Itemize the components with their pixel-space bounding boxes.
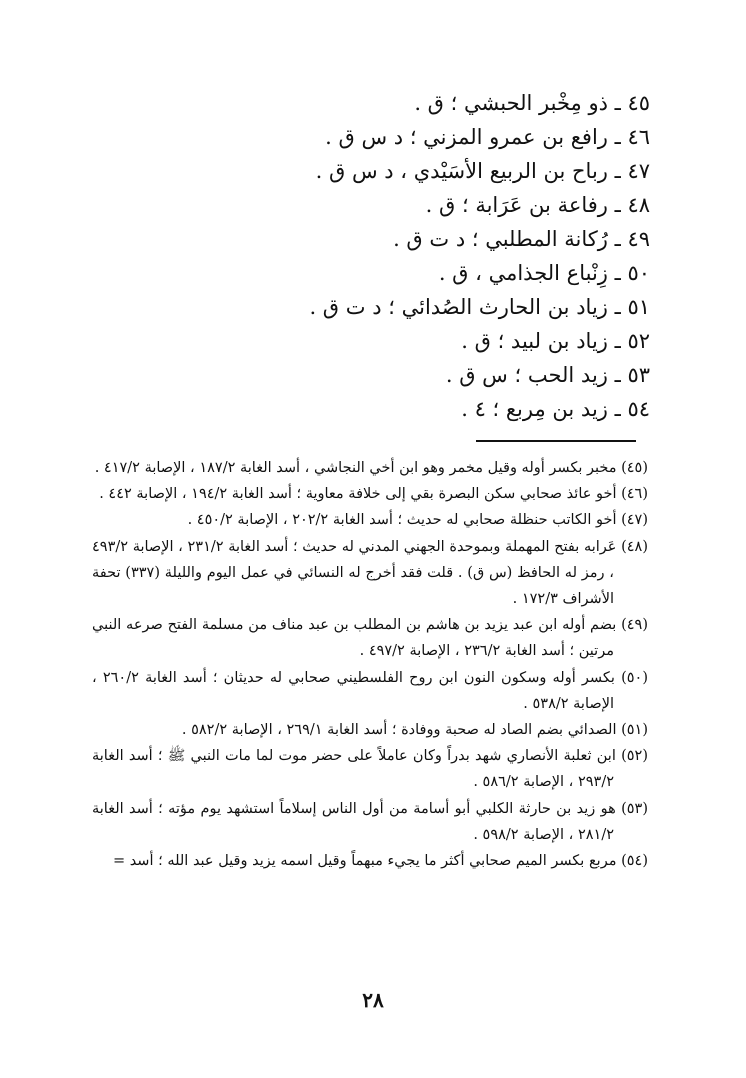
footnote: (٥٣) هو زيد بن حارثة الكلبي أبو أسامة من أول الناس إسلاماً استشهد يوم مؤته ؛ أسد الغابة ٢٨١/٢ ، الإصابة ٥٩٨/٢ . bbox=[92, 800, 648, 843]
list-item: ٤٧ ـ رباح بن الربيع الأسَيْدي ، د س ق . bbox=[315, 159, 650, 183]
footnote: (٥٤) مربع بكسر الميم صحابي أكثر ما يجيء مبهماً وقيل اسمه يزيد وقيل عبد الله ؛ أسد = bbox=[112, 853, 648, 870]
footnote: (٥٠) بكسر أوله وسكون النون ابن روح الفلسطيني صحابي له حديثان ؛ أسد الغابة ٢٦٠/٢ ، الإصابة ٥٣٨/٢ . bbox=[92, 669, 648, 712]
list-item: ٤٩ ـ رُكانة المطلبي ؛ د ت ق . bbox=[393, 227, 650, 251]
list-item: ٤٦ ـ رافع بن عمرو المزني ؛ د س ق . bbox=[325, 125, 650, 149]
footnote: (٤٥) مخبر بكسر أوله وقيل مخمر وهو ابن أخي النجاشي ، أسد الغابة ١٨٧/٢ ، الإصابة ٤١٧/٢ . bbox=[94, 460, 648, 476]
list-item: ٥١ ـ زياد بن الحارث الصُدائي ؛ د ت ق . bbox=[309, 295, 650, 319]
list-item: ٥٢ ـ زياد بن لبيد ؛ ق . bbox=[461, 329, 650, 353]
list-item: ٥٤ ـ زيد بن مِربع ؛ ٤ . bbox=[461, 397, 650, 421]
footnote: (٤٩) بضم أوله ابن عبد يزيد بن هاشم بن المطلب بن عبد مناف من مسلمة الفتح صرعه النبي مرتين ؛ أسد الغابة ٢٣٦/٢ ، الإصابة ٤٩٧/٢ . bbox=[92, 617, 648, 660]
list-item: ٤٥ ـ ذو مِخْبر الحبشي ؛ ق . bbox=[414, 91, 650, 115]
list-item: ٥٠ ـ زِنْباع الجذامي ، ق . bbox=[438, 261, 650, 285]
footnote: (٤٧) أخو الكاتب حنظلة صحابي له حديث ؛ أسد الغابة ٢٠٢/٢ ، الإصابة ٤٥٠/٢ . bbox=[187, 512, 648, 529]
page-number: ٢٨ bbox=[362, 988, 384, 1012]
footnote: (٤٨) عَرابه بفتح المهملة وبموحدة الجهني المدني له حديث ؛ أسد الغابة ٢٣١/٢ ، الإصابة ٤٩٣/٢ ، رمز له الحافظ (س ق) . قلت فقد أخرج له النسائي في عمل اليوم والليلة (٣٣٧) تحفة الأشراف ١٧٢/٣ . bbox=[92, 538, 648, 608]
footnote: (٥١) الصدائي بضم الصاد له صحبة ووفادة ؛ أسد الغابة ٢٦٩/١ ، الإصابة ٥٨٢/٢ . bbox=[181, 722, 648, 739]
list-item: ٥٣ ـ زيد الحب ؛ س ق . bbox=[445, 363, 650, 387]
footnote-separator bbox=[476, 440, 636, 442]
footnote: (٤٦) أخو عائذ صحابي سكن البصرة بقي إلى خلافة معاوية ؛ أسد الغابة ١٩٤/٢ ، الإصابة ٤٤٢ . bbox=[99, 486, 648, 503]
footnotes bbox=[92, 455, 648, 874]
footnote: (٥٢) ابن ثعلبة الأنصاري شهد بدراً وكان عاملاً على حضر موت لما مات النبي ﷺ ؛ أسد الغابة ٢٩٣/٢ ، الإصابة ٥٨٦/٢ . bbox=[92, 748, 648, 791]
narrator-list bbox=[90, 86, 650, 426]
list-item: ٤٨ ـ رفاعة بن عَرَابة ؛ ق . bbox=[425, 193, 650, 217]
